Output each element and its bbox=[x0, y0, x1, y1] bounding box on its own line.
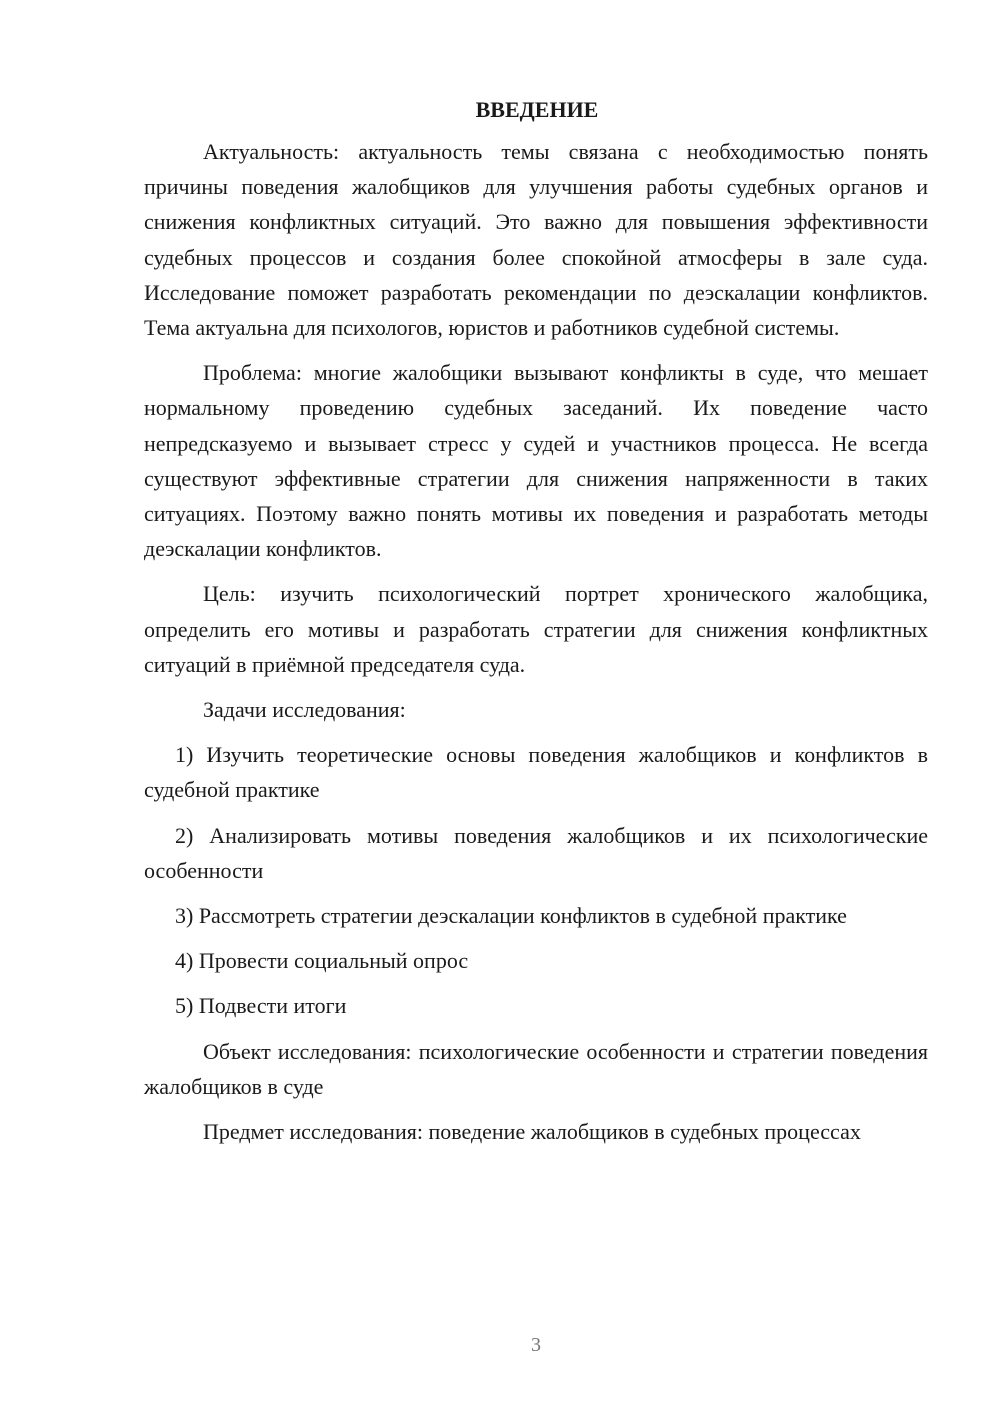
task-item: 1) Изучить теоретические основы поведения жалобщиков и конфликтов в судебной практике bbox=[144, 742, 928, 803]
paragraph-gap bbox=[144, 1104, 928, 1114]
document-title: ВВЕДЕНИЕ bbox=[475, 97, 599, 122]
document-page bbox=[144, 92, 928, 1149]
paragraph-problem: Проблема: многие жалобщики вызывают конфликты в суде, что мешает нормальному проведению судебных заседаний. Их поведение часто непредсказуемо и вызывает стресс у судей и участников процесса. Не всегда существуют эффективные стратегии для снижения напряженности в таких ситуациях. Поэтому важно понять мотивы их поведения и разработать методы деэскалации конфликтов. bbox=[144, 360, 928, 562]
page-number: 3 bbox=[531, 1334, 541, 1356]
paragraph-gap bbox=[144, 888, 928, 898]
paragraph-gap bbox=[144, 345, 928, 355]
paragraph-relevance: Актуальность: актуальность темы связана с необходимостью понять причины поведения жалобщиков для улучшения работы судебных органов и снижения конфликтных ситуаций. Это важно для повышения эффективности судебных процессов и создания более спокойной атмосферы в зале суда. Исследование поможет разработать рекомендации по деэскалации конфликтов. Тема актуальна для психологов, юристов и работников судебной системы. bbox=[144, 139, 928, 341]
task-item: 3) Рассмотреть стратегии деэскалации конфликтов в судебной практике bbox=[175, 903, 847, 929]
paragraph-goal: Цель: изучить психологический портрет хронического жалобщика, определить его мотивы и разработать стратегии для снижения конфликтных ситуаций в приёмной председателя суда. bbox=[144, 581, 928, 677]
paragraph-gap bbox=[144, 978, 928, 988]
task-item: 4) Провести социальный опрос bbox=[175, 948, 469, 974]
paragraph-gap bbox=[144, 808, 928, 818]
paragraph-gap bbox=[144, 933, 928, 943]
paragraph-gap bbox=[144, 682, 928, 692]
paragraph-gap bbox=[144, 566, 928, 576]
task-item: 5) Подвести итоги bbox=[175, 993, 347, 1019]
paragraph-gap bbox=[144, 727, 928, 737]
tasks-heading: Задачи исследования: bbox=[203, 697, 406, 723]
paragraph-gap bbox=[144, 1024, 928, 1034]
paragraph-subject: Предмет исследования: поведение жалобщиков в судебных процессах bbox=[203, 1119, 861, 1145]
task-item: 2) Анализировать мотивы поведения жалобщиков и их психологические особенности bbox=[144, 822, 928, 883]
paragraph-object: Объект исследования: психологические особенности и стратегии поведения жалобщиков в суде bbox=[144, 1038, 928, 1099]
